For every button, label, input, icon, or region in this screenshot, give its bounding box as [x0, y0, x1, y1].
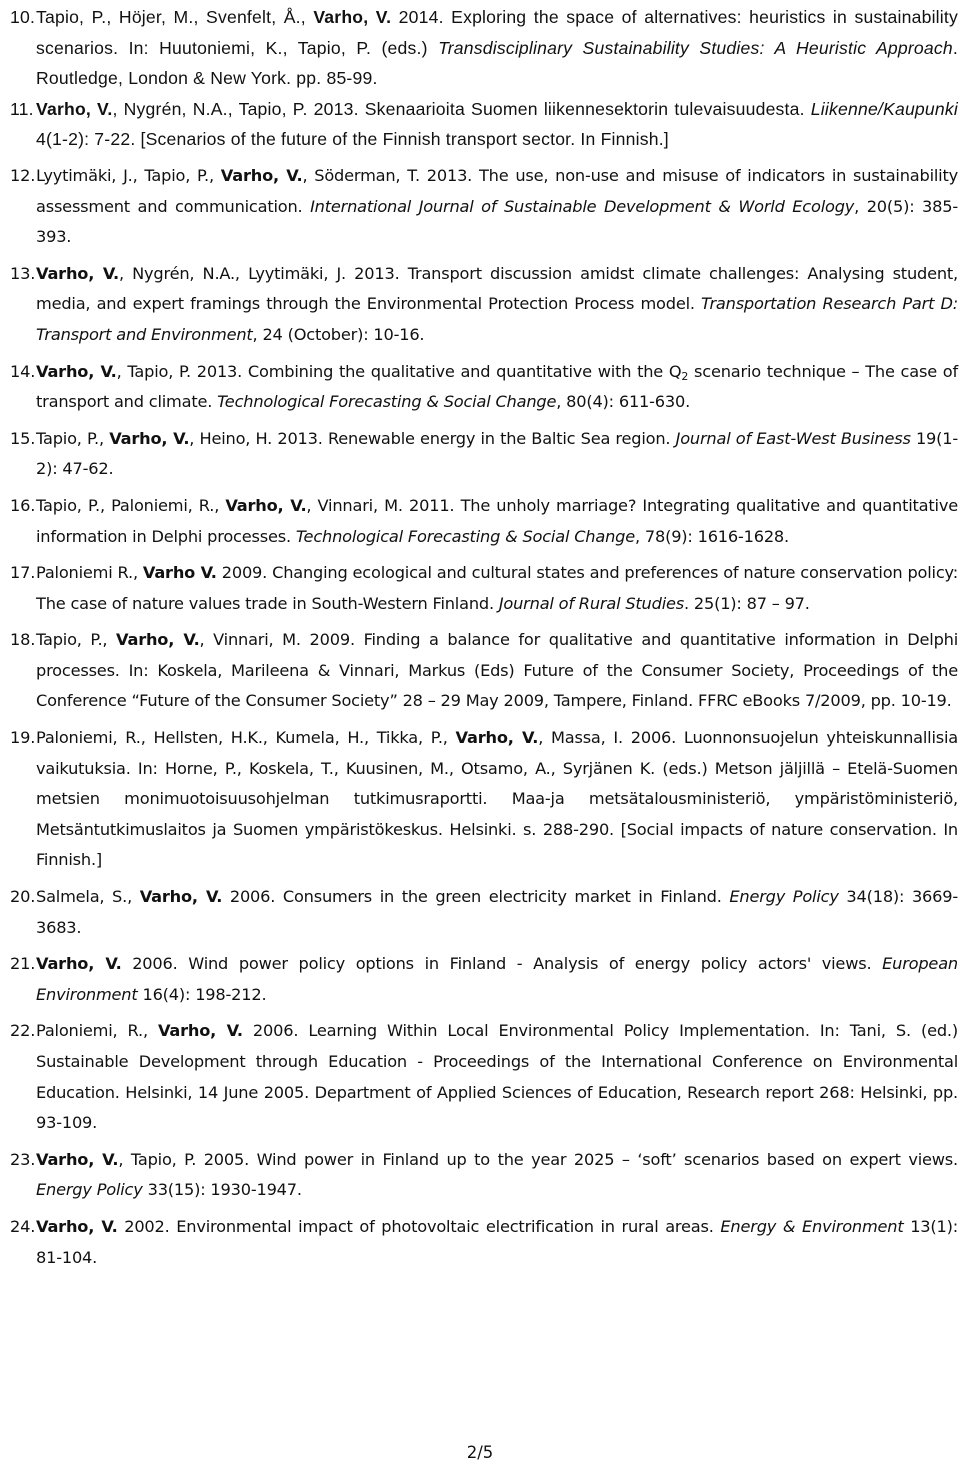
reference-number: 18.: [10, 630, 36, 650]
publication-title: Energy Policy: [729, 887, 839, 907]
publication-title: Technological Forecasting & Social Change: [295, 526, 635, 546]
reference-text: , 20(5): 385-393.: [36, 196, 958, 247]
publication-title: Transportation Research Part D: Transport and Environment: [36, 294, 958, 344]
reference-text: 33(15): 1930-1947.: [142, 1180, 302, 1200]
reference-text: , 78(9): 1616-1628.: [634, 526, 789, 546]
reference-text: 2006. Consumers in the green electricity market in Finland.: [222, 887, 730, 907]
reference-text: , Tapio, P. 2005. Wind power in Finland up to the year 2025 – ‘soft’ scenarios based on expert views.: [118, 1149, 958, 1169]
author-highlight: Varho V.: [142, 563, 217, 583]
publication-title: Technological Forecasting & Social Change: [217, 392, 557, 412]
reference-number: 11.: [10, 98, 34, 119]
reference-text: . Routledge, London & New York. pp. 85-99.: [36, 37, 958, 89]
publication-title: Liikenne/Kaupunki: [810, 98, 958, 119]
author-highlight: Varho, V.: [36, 1216, 118, 1236]
reference-text: 2002. Environmental impact of photovoltaic electrification in rural areas.: [117, 1216, 721, 1236]
reference-text: Paloniemi R.,: [36, 563, 143, 583]
reference-text: 2009. Changing ecological and cultural states and preferences of nature conservation policy: The case of nature values trade in South-Western Finland.: [36, 563, 958, 613]
author-highlight: Varho, V.: [157, 1021, 243, 1041]
reference-item: [10, 357, 958, 418]
reference-text: Salmela, S.,: [36, 887, 140, 907]
reference-text: , Vinnari, M. 2011. The unholy marriage? Integrating qualitative and quantitative information in Delphi processes.: [36, 495, 958, 546]
reference-text: . 25(1): 87 – 97.: [683, 593, 810, 613]
author-highlight: Varho, V.: [220, 165, 303, 185]
reference-text: , Nygrén, N.A., Lyytimäki, J. 2013. Transport discussion amidst climate challenges: Analysing student, media, and expert framings through the Environmental Protection Process model.: [36, 263, 958, 314]
author-highlight: Varho, V.: [36, 954, 122, 974]
reference-text: 34(18): 3669-3683.: [36, 887, 958, 937]
reference-number: 23.: [10, 1149, 36, 1169]
page-number: 2/5: [466, 1443, 494, 1462]
reference-text: Paloniemi, R.,: [36, 1021, 158, 1041]
reference-text: 2006. Wind power policy options in Finland - Analysis of energy policy actors' views.: [121, 954, 883, 974]
subscript: 2: [681, 369, 689, 383]
reference-item: [10, 625, 958, 717]
reference-text: , Tapio, P. 2013. Combining the qualitative and quantitative with the Q: [116, 361, 682, 381]
reference-text: 19(1-2): 47-62.: [36, 428, 958, 479]
reference-item: [10, 259, 958, 351]
reference-text: Tapio, P., Höjer, M., Svenfelt, Å.,: [36, 7, 314, 27]
reference-text: , 24 (October): 10-16.: [252, 324, 425, 344]
author-highlight: Varho, V.: [225, 495, 307, 515]
reference-number: 13.: [10, 263, 36, 283]
reference-text: 4(1-2): 7-22. [Scenarios of the future of the Finnish transport sector. In Finnish.]: [36, 129, 669, 150]
reference-text: Tapio, P.,: [36, 428, 110, 448]
reference-item: [10, 424, 958, 485]
reference-number: 20.: [10, 887, 36, 907]
publication-title: Energy & Environment: [720, 1216, 904, 1236]
author-highlight: Varho, V.: [36, 263, 120, 283]
reference-number: 17.: [10, 563, 36, 583]
reference-text: , Heino, H. 2013. Renewable energy in the Baltic Sea region.: [189, 428, 676, 448]
reference-list: [10, 2, 958, 1273]
reference-text: 16(4): 198-212.: [137, 984, 267, 1004]
reference-text: Tapio, P.,: [36, 630, 117, 650]
reference-item: [10, 558, 958, 619]
author-highlight: Varho, V.: [109, 428, 190, 448]
publication-title: Journal of East-West Business: [675, 428, 911, 448]
reference-number: 15.: [10, 428, 36, 448]
publication-title: International Journal of Sustainable Development & World Ecology: [310, 196, 855, 216]
reference-number: 10.: [10, 7, 36, 27]
author-highlight: Varho, V.: [36, 98, 113, 119]
reference-text: , Nygrén, N.A., Tapio, P. 2013. Skenaarioita Suomen liikennesektorin tulevaisuudesta.: [112, 98, 811, 119]
reference-item: [10, 2, 958, 94]
author-highlight: Varho, V.: [116, 630, 200, 650]
reference-text: Paloniemi, R., Hellsten, H.K., Kumela, H., Tikka, P.,: [36, 728, 456, 748]
reference-text: , Vinnari, M. 2009. Finding a balance for qualitative and quantitative information in Delphi processes. In: Koskela, Marileena & Vinnari, Markus (Eds) Future of the Consumer Society, Proceedings of the Conference “Future of the Consumer Society” 28 – 29 May 2009, Tampere, Finland. FFRC eBooks 7/2009, pp. 10-19.: [36, 630, 958, 711]
reference-number: 24.: [10, 1216, 36, 1236]
publication-title: European Environment: [36, 954, 958, 1004]
reference-number: 21.: [10, 954, 36, 974]
reference-item: [10, 1145, 958, 1206]
author-highlight: Varho, V.: [455, 728, 539, 748]
reference-item: [10, 161, 958, 253]
reference-number: 22.: [10, 1021, 36, 1041]
author-highlight: Varho, V.: [313, 7, 392, 27]
author-highlight: Varho, V.: [139, 887, 223, 907]
reference-number: 16.: [10, 495, 36, 515]
reference-item: [10, 94, 958, 155]
reference-item: [10, 1016, 958, 1138]
reference-item: [10, 949, 958, 1010]
author-highlight: Varho, V.: [36, 361, 117, 381]
reference-item: [10, 491, 958, 552]
reference-text: scenario technique – The case of transport and climate.: [36, 361, 958, 412]
reference-text: Tapio, P., Paloniemi, R.,: [36, 495, 226, 515]
publication-title: Journal of Rural Studies: [498, 593, 684, 613]
reference-text: 2014. Exploring the space of alternatives: heuristics in sustainability scenarios. In: Huutoniemi, K., Tapio, P. (eds.): [36, 7, 958, 58]
reference-number: 19.: [10, 728, 36, 748]
publication-title: Transdisciplinary Sustainability Studies: A Heuristic Approach: [438, 37, 953, 58]
reference-text: , 80(4): 611-630.: [556, 392, 691, 412]
reference-text: 13(1): 81-104.: [36, 1216, 958, 1267]
reference-item: [10, 1212, 958, 1273]
reference-text: Lyytimäki, J., Tapio, P.,: [36, 165, 221, 185]
publication-title: Energy Policy: [36, 1180, 143, 1200]
reference-number: 14.: [10, 361, 36, 381]
reference-text: , Massa, I. 2006. Luonnonsuojelun yhteiskunnallisia vaikutuksia. In: Horne, P., Koskela, T., Kuusinen, M., Otsamo, A., Syrjänen K. (eds.) Metson jäljillä – Etelä-Suomen metsien monimuotoisuusohjelman tutkimusraportti. Maa-ja metsätalousministeriö, ympäristöministeriö, Metsäntutkimuslaitos ja Suomen ympäristökeskus. Helsinki. s. 288-290. [Social impacts of nature conservation. In Finnish.]: [36, 728, 958, 870]
reference-item: [10, 723, 958, 876]
reference-text: , Söderman, T. 2013. The use, non-use and misuse of indicators in sustainability assessment and communication.: [36, 165, 958, 216]
reference-text: 2006. Learning Within Local Environmental Policy Implementation. In: Tani, S. (ed.) Sustainable Development through Education - Proceedings of the International Conference on Environmental Education. Helsinki, 14 June 2005. Department of Applied Sciences of Education, Research report 268: Helsinki, pp. 93-109.: [36, 1021, 958, 1133]
reference-item: [10, 882, 958, 943]
reference-number: 12.: [10, 165, 36, 185]
author-highlight: Varho, V.: [36, 1149, 119, 1169]
